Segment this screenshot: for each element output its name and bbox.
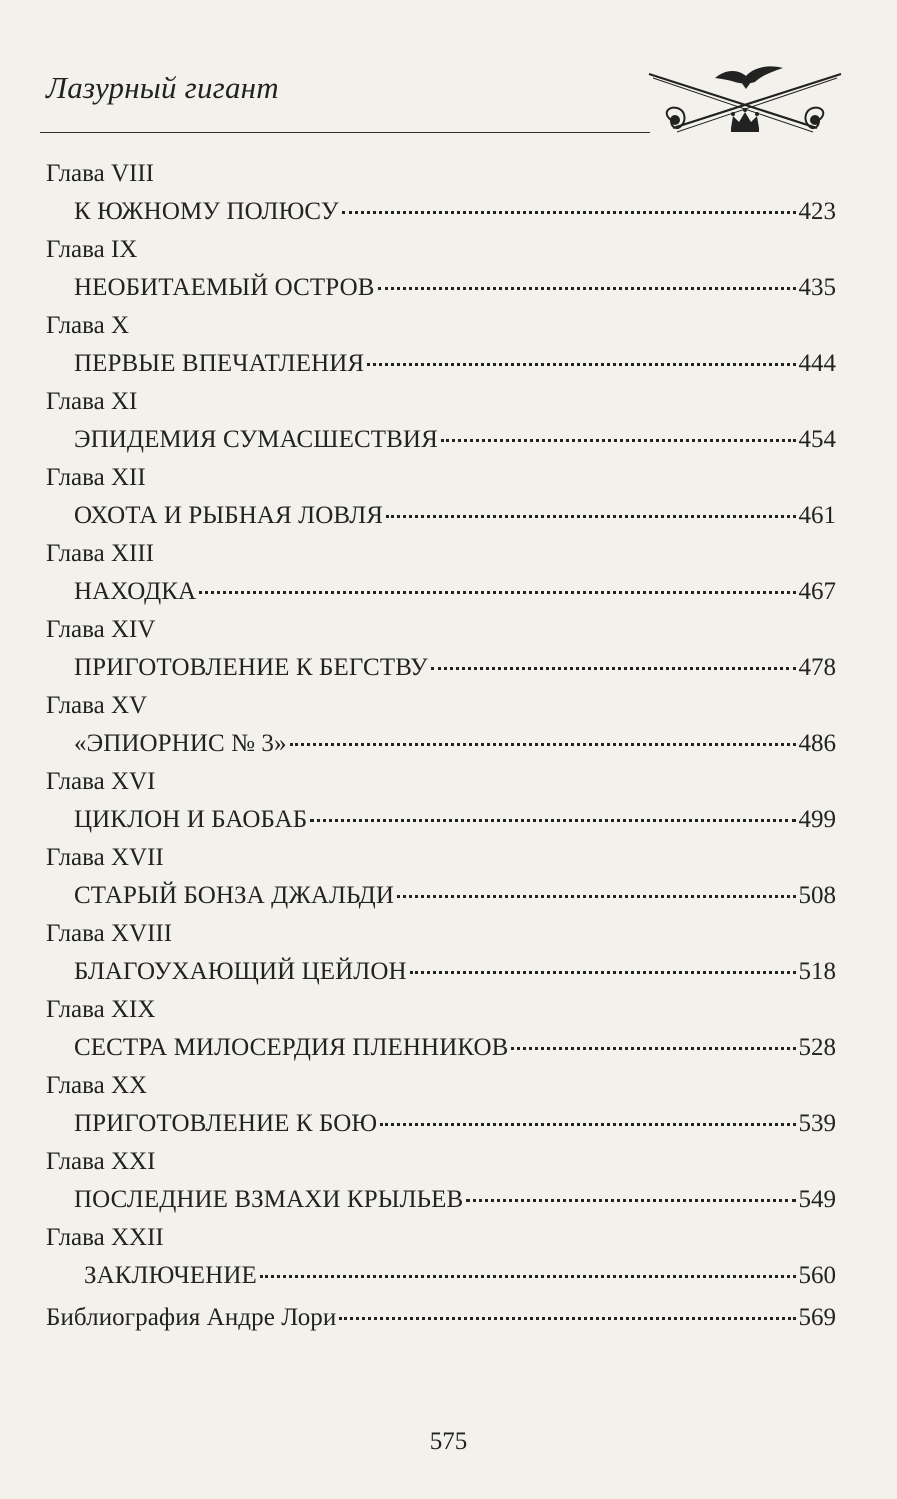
toc-entry (46, 1256, 836, 1296)
entry-title: НЕОБИТАЕМЫЙ ОСТРОВ (74, 274, 375, 301)
dot-leader (397, 895, 796, 898)
entry-page-number: 478 (798, 654, 836, 681)
entry-title: Библиография Андре Лори (46, 1304, 337, 1331)
entry-page-number: 569 (798, 1304, 836, 1331)
dot-leader (290, 743, 796, 746)
toc-entry (46, 420, 836, 460)
dot-leader (199, 591, 795, 594)
chapter-label: Глава XII (46, 464, 146, 491)
toc-entry (46, 1180, 836, 1220)
dot-leader (410, 971, 796, 974)
chapter-label: Глава VIII (46, 160, 154, 187)
dot-leader (367, 363, 795, 366)
entry-page-number: 549 (798, 1186, 836, 1213)
entry-page-number: 454 (798, 426, 836, 453)
entry-title: СЕСТРА МИЛОСЕРДИЯ ПЛЕННИКОВ (74, 1034, 509, 1061)
chapter-label: Глава XVIII (46, 920, 173, 947)
entry-page-number: 508 (798, 882, 836, 909)
entry-page-number: 435 (798, 274, 836, 301)
entry-title: ПЕРВЫЕ ВПЕЧАТЛЕНИЯ (74, 350, 365, 377)
entry-title: К ЮЖНОМУ ПОЛЮСУ (74, 198, 339, 225)
chapter-label: Глава XIV (46, 616, 156, 643)
toc-entry (46, 344, 836, 384)
dot-leader (466, 1199, 795, 1202)
running-head (40, 62, 650, 133)
entry-title: СТАРЫЙ БОНЗА ДЖАЛЬДИ (74, 882, 394, 909)
dot-leader (511, 1047, 795, 1050)
crossed-swords-eagle-crown-icon (645, 62, 845, 142)
chapter-label: Глава IX (46, 236, 138, 263)
chapter-label: Глава XV (46, 692, 148, 719)
chapter-label: Глава X (46, 312, 130, 339)
chapter-label: Глава XIX (46, 996, 156, 1023)
entry-page-number: 467 (798, 578, 836, 605)
entry-title: ПОСЛЕДНИЕ ВЗМАХИ КРЫЛЬЕВ (74, 1186, 464, 1213)
page-number: 575 (429, 1428, 468, 1455)
chapter-label: Глава XVII (46, 844, 164, 871)
chapter-label: Глава XIII (46, 540, 154, 567)
toc-entry (46, 800, 836, 840)
dot-leader (310, 819, 795, 822)
toc-entry-bibliography (46, 1298, 836, 1338)
entry-title: БЛАГОУХАЮЩИЙ ЦЕЙЛОН (74, 958, 407, 985)
toc-entry (46, 1028, 836, 1068)
chapter-label: Глава XXI (46, 1148, 156, 1175)
dot-leader (431, 667, 796, 670)
entry-title: НАХОДКА (74, 578, 197, 605)
entry-title: ЦИКЛОН И БАОБАБ (74, 806, 308, 833)
toc-entry (46, 192, 836, 232)
toc-entry (46, 724, 836, 764)
dot-leader (378, 287, 796, 290)
dot-leader (380, 1123, 795, 1126)
entry-title: ПРИГОТОВЛЕНИЕ К БОЮ (74, 1110, 378, 1137)
entry-page-number: 499 (798, 806, 836, 833)
toc-entry (46, 876, 836, 916)
chapter-label: Глава XI (46, 388, 138, 415)
entry-title: ОХОТА И РЫБНАЯ ЛОВЛЯ (74, 502, 384, 529)
entry-page-number: 518 (798, 958, 836, 985)
table-of-contents (46, 156, 836, 1338)
entry-title: ЭПИДЕМИЯ СУМАСШЕСТВИЯ (74, 426, 438, 453)
toc-entry (46, 572, 836, 612)
dot-leader (441, 439, 796, 442)
entry-page-number: 444 (798, 350, 836, 377)
toc-entry (46, 1104, 836, 1144)
toc-entry (46, 648, 836, 688)
chapter-label: Глава XVI (46, 768, 156, 795)
dot-leader (342, 211, 796, 214)
running-title: Лазурный гигант (46, 70, 279, 105)
chapter-label: Глава XXII (46, 1224, 164, 1251)
dot-leader (339, 1317, 795, 1320)
entry-page-number: 539 (798, 1110, 836, 1137)
toc-entry (46, 496, 836, 536)
toc-entry (46, 268, 836, 308)
dot-leader (386, 515, 795, 518)
entry-title: ПРИГОТОВЛЕНИЕ К БЕГСТВУ (74, 654, 428, 681)
entry-title: ЗАКЛЮЧЕНИЕ (84, 1262, 257, 1289)
entry-title: «ЭПИОРНИС № 3» (74, 730, 287, 757)
entry-page-number: 461 (798, 502, 836, 529)
toc-entry (46, 952, 836, 992)
entry-page-number: 528 (798, 1034, 836, 1061)
chapter-label: Глава XX (46, 1072, 148, 1099)
entry-page-number: 560 (798, 1262, 836, 1289)
entry-page-number: 423 (798, 198, 836, 225)
entry-page-number: 486 (798, 730, 836, 757)
dot-leader (260, 1275, 796, 1278)
